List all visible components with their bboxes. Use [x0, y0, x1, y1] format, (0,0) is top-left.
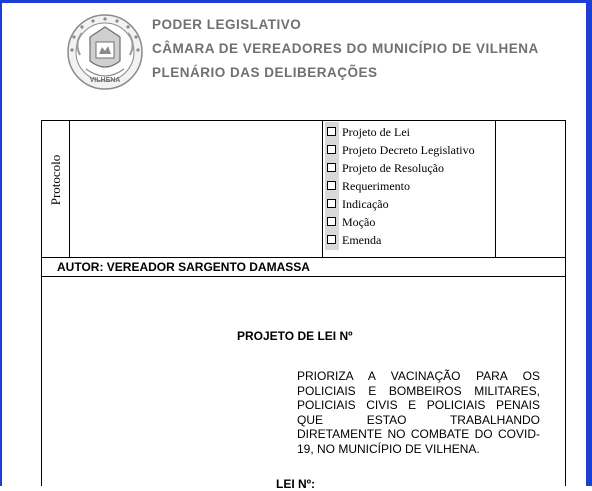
window-frame-right	[586, 0, 592, 486]
checklist-label: Indicação	[342, 197, 389, 211]
checklist-item-indicacao[interactable]	[325, 195, 495, 213]
law-number-label: LEI Nº:	[276, 477, 316, 491]
checkbox[interactable]	[327, 145, 336, 154]
checklist-label: Projeto Decreto Legislativo	[342, 143, 475, 157]
checklist-label: Moção	[342, 215, 376, 229]
seal-text: VILHENA	[89, 77, 121, 84]
protocolo-blank-cell	[70, 121, 323, 257]
author-row	[42, 258, 565, 277]
checklist-item-requerimento[interactable]	[325, 177, 495, 195]
checklist-label: Projeto de Resolução	[342, 161, 444, 175]
checklist-item-emenda[interactable]	[325, 231, 495, 249]
document-type-checklist	[323, 121, 496, 257]
checkbox[interactable]	[327, 181, 336, 190]
checklist-label: Requerimento	[342, 179, 410, 193]
checkbox[interactable]	[327, 163, 336, 172]
author-label: AUTOR: VEREADOR SARGENTO DAMASSA	[57, 260, 310, 274]
checkbox[interactable]	[327, 235, 336, 244]
checklist-label: Emenda	[342, 233, 382, 247]
header-plenario: PLENÁRIO DAS DELIBERAÇÕES	[152, 65, 378, 80]
checkbox[interactable]	[327, 127, 336, 136]
checklist-item-mocao[interactable]	[325, 213, 495, 231]
window-frame-left	[0, 0, 2, 486]
checkbox[interactable]	[327, 199, 336, 208]
checklist-item-projeto-de-resolucao[interactable]	[325, 159, 495, 177]
checklist-item-projeto-de-lei[interactable]	[325, 123, 495, 141]
window-frame-top	[0, 0, 592, 3]
header-poder-legislativo: PODER LEGISLATIVO	[152, 17, 302, 32]
form-table	[41, 120, 566, 491]
header-camara: CÂMARA DE VEREADORES DO MUNICÍPIO DE VILHENA	[152, 41, 539, 56]
checklist-item-projeto-decreto-legislativo[interactable]	[325, 141, 495, 159]
protocolo-cell	[42, 121, 70, 257]
municipal-seal-logo	[66, 13, 144, 91]
checklist-label: Projeto de Lei	[342, 125, 410, 139]
bill-title: PROJETO DE LEI Nº	[237, 329, 353, 343]
form-top-row	[42, 121, 565, 258]
bill-summary: PRIORIZA A VACINAÇÃO PARA OS POLICIAIS E BOMBEIROS MILITARES, POLICIAIS CIVIS E POLICIAIS PENAIS QUE ESTAO TRABALHANDO DIRETAMENTE NO COMBATE DO COVID-19, NO MUNICÍPIO DE VILHENA.	[297, 369, 540, 456]
protocolo-label: Protocolo	[48, 154, 63, 206]
checkbox[interactable]	[327, 217, 336, 226]
